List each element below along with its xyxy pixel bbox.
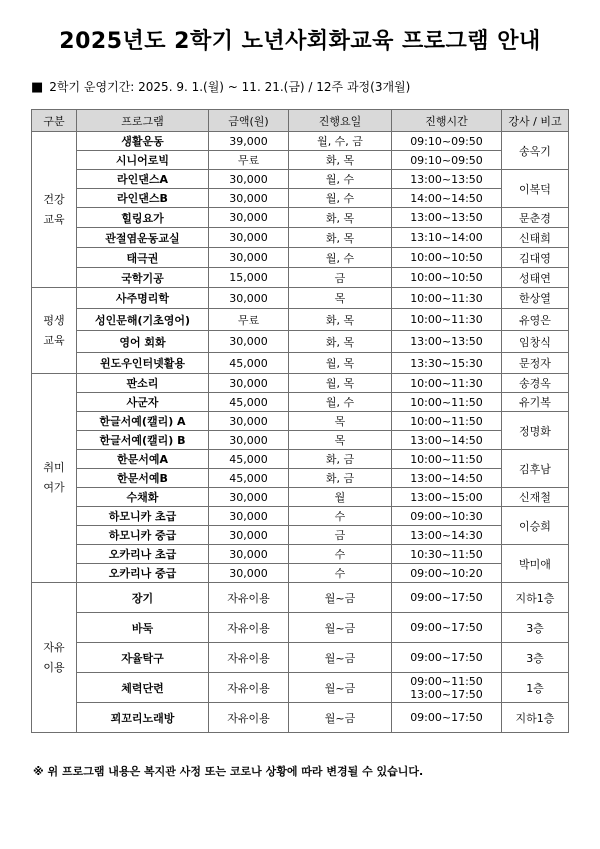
program-name-cell: 한문서예A (77, 450, 209, 469)
program-name-cell: 바둑 (77, 613, 209, 643)
days-cell: 화, 목 (289, 151, 392, 170)
time-cell: 13:00~14:50 (392, 431, 502, 450)
table-row (32, 488, 569, 507)
fee-cell: 30,000 (209, 228, 289, 248)
program-name-cell: 한글서예(캘리) A (77, 412, 209, 431)
fee-cell: 45,000 (209, 469, 289, 488)
time-cell: 13:00~13:50 (392, 331, 502, 353)
fee-cell: 무료 (209, 309, 289, 331)
fee-cell: 39,000 (209, 132, 289, 151)
time-cell: 09:00~17:50 (392, 703, 502, 733)
program-name-cell: 생활운동 (77, 132, 209, 151)
program-name-cell: 사주명리학 (77, 288, 209, 309)
days-cell: 월~금 (289, 673, 392, 703)
days-cell: 화, 목 (289, 331, 392, 353)
program-name-cell: 한문서예B (77, 469, 209, 488)
operating-period-text: 2학기 운영기간: 2025. 9. 1.(월) ~ 11. 21.(금) / 12주 과정(3개월) (49, 80, 411, 94)
header-instructor: 강사 / 비고 (502, 110, 569, 132)
time-cell: 13:00~15:00 (392, 488, 502, 507)
days-cell: 월~금 (289, 703, 392, 733)
program-name-cell: 윈도우인터넷활용 (77, 353, 209, 374)
days-cell: 수 (289, 545, 392, 564)
time-cell: 13:10~14:00 (392, 228, 502, 248)
table-row (32, 353, 569, 374)
instructor-cell: 김대영 (502, 248, 569, 268)
program-name-cell: 한글서예(캘리) B (77, 431, 209, 450)
header-days: 진행요일 (289, 110, 392, 132)
table-row (32, 151, 569, 170)
instructor-cell: 송옥기 (502, 132, 569, 170)
time-cell: 10:00~11:50 (392, 412, 502, 431)
instructor-cell: 지하1층 (502, 583, 569, 613)
days-cell: 화, 금 (289, 469, 392, 488)
program-name-cell: 하모니카 중급 (77, 526, 209, 545)
fee-cell: 30,000 (209, 248, 289, 268)
instructor-cell: 이복덕 (502, 170, 569, 208)
time-cell: 09:00~17:50 (392, 583, 502, 613)
header-program: 프로그램 (77, 110, 209, 132)
fee-cell: 30,000 (209, 431, 289, 450)
days-cell: 월, 수, 금 (289, 132, 392, 151)
fee-cell: 30,000 (209, 374, 289, 393)
table-row (32, 703, 569, 733)
days-cell: 월, 목 (289, 353, 392, 374)
table-row (32, 189, 569, 208)
program-name-cell: 오카리나 중급 (77, 564, 209, 583)
table-row (32, 132, 569, 151)
fee-cell: 30,000 (209, 507, 289, 526)
days-cell: 월, 수 (289, 189, 392, 208)
days-cell: 화, 목 (289, 228, 392, 248)
fee-cell: 자유이용 (209, 703, 289, 733)
instructor-cell: 문정자 (502, 353, 569, 374)
instructor-cell: 정명화 (502, 412, 569, 450)
program-name-cell: 힐링요가 (77, 208, 209, 228)
days-cell: 월, 수 (289, 248, 392, 268)
table-row (32, 268, 569, 288)
table-body (32, 132, 569, 733)
fee-cell: 30,000 (209, 288, 289, 309)
table-row (32, 248, 569, 268)
fee-cell: 무료 (209, 151, 289, 170)
days-cell: 화, 목 (289, 208, 392, 228)
time-cell: 10:00~11:30 (392, 309, 502, 331)
table-row (32, 564, 569, 583)
instructor-cell: 박미애 (502, 545, 569, 583)
program-name-cell: 장기 (77, 583, 209, 613)
square-bullet-icon: ■ (31, 80, 44, 95)
table-row (32, 507, 569, 526)
instructor-cell: 문춘경 (502, 208, 569, 228)
instructor-cell: 지하1층 (502, 703, 569, 733)
time-cell: 10:00~10:50 (392, 268, 502, 288)
program-name-cell: 영어 회화 (77, 331, 209, 353)
days-cell: 월, 수 (289, 170, 392, 189)
instructor-cell: 성태연 (502, 268, 569, 288)
program-name-cell: 태극권 (77, 248, 209, 268)
time-cell: 13:00~14:30 (392, 526, 502, 545)
fee-cell: 자유이용 (209, 643, 289, 673)
time-cell: 10:00~11:30 (392, 288, 502, 309)
time-cell: 10:00~11:50 (392, 393, 502, 412)
fee-cell: 45,000 (209, 393, 289, 412)
table-row (32, 469, 569, 488)
time-cell: 10:00~10:50 (392, 248, 502, 268)
fee-cell: 30,000 (209, 545, 289, 564)
program-name-cell: 하모니카 초급 (77, 507, 209, 526)
program-name-cell: 시니어로빅 (77, 151, 209, 170)
program-name-cell: 사군자 (77, 393, 209, 412)
time-cell: 09:10~09:50 (392, 132, 502, 151)
table-row (32, 643, 569, 673)
fee-cell: 자유이용 (209, 673, 289, 703)
time-cell: 09:10~09:50 (392, 151, 502, 170)
header-time: 진행시간 (392, 110, 502, 132)
program-name-cell: 라인댄스A (77, 170, 209, 189)
fee-cell: 30,000 (209, 488, 289, 507)
fee-cell: 30,000 (209, 564, 289, 583)
program-name-cell: 라인댄스B (77, 189, 209, 208)
program-name-cell: 오카리나 초급 (77, 545, 209, 564)
program-name-cell: 판소리 (77, 374, 209, 393)
program-name-cell: 국학기공 (77, 268, 209, 288)
days-cell: 목 (289, 412, 392, 431)
program-name-cell: 자율탁구 (77, 643, 209, 673)
instructor-cell: 김후남 (502, 450, 569, 488)
instructor-cell: 임창식 (502, 331, 569, 353)
instructor-cell: 한상열 (502, 288, 569, 309)
table-row (32, 170, 569, 189)
time-cell: 13:30~15:30 (392, 353, 502, 374)
page-title: 2025년도 2학기 노년사회화교육 프로그램 안내 (59, 29, 541, 54)
table-row (32, 228, 569, 248)
time-cell: 10:00~11:30 (392, 374, 502, 393)
instructor-cell: 이승희 (502, 507, 569, 545)
fee-cell: 30,000 (209, 208, 289, 228)
table-row (32, 374, 569, 393)
time-cell: 10:30~11:50 (392, 545, 502, 564)
fee-cell: 45,000 (209, 353, 289, 374)
header-fee: 금액(원) (209, 110, 289, 132)
time-cell: 09:00~17:50 (392, 613, 502, 643)
instructor-cell: 유기복 (502, 393, 569, 412)
days-cell: 월, 수 (289, 393, 392, 412)
table-row (32, 526, 569, 545)
table-row (32, 673, 569, 703)
category-cell: 평생 교육 (32, 288, 77, 374)
instructor-cell: 3층 (502, 613, 569, 643)
instructor-cell: 유영은 (502, 309, 569, 331)
table-row (32, 393, 569, 412)
table-header-row (32, 110, 569, 132)
days-cell: 금 (289, 268, 392, 288)
operating-period (31, 78, 410, 95)
table-row (32, 309, 569, 331)
time-cell: 13:00~13:50 (392, 170, 502, 189)
instructor-cell: 1층 (502, 673, 569, 703)
instructor-cell: 송경옥 (502, 374, 569, 393)
program-table-wrapper (31, 109, 568, 733)
program-name-cell: 성인문해(기초영어) (77, 309, 209, 331)
program-table (31, 109, 569, 733)
header-category: 구분 (32, 110, 77, 132)
days-cell: 수 (289, 564, 392, 583)
time-cell: 09:00~11:50 13:00~17:50 (392, 673, 502, 703)
time-cell: 09:00~17:50 (392, 643, 502, 673)
instructor-cell: 신태희 (502, 228, 569, 248)
days-cell: 월~금 (289, 613, 392, 643)
days-cell: 목 (289, 288, 392, 309)
program-name-cell: 관절염운동교실 (77, 228, 209, 248)
days-cell: 월~금 (289, 643, 392, 673)
table-row (32, 613, 569, 643)
footnote: ※ 위 프로그램 내용은 복지관 사정 또는 코로나 상황에 따라 변경될 수 있습니다. (33, 765, 424, 778)
days-cell: 월, 목 (289, 374, 392, 393)
days-cell: 화, 금 (289, 450, 392, 469)
instructor-cell: 신재철 (502, 488, 569, 507)
table-row (32, 583, 569, 613)
time-cell: 09:00~10:20 (392, 564, 502, 583)
time-cell: 09:00~10:30 (392, 507, 502, 526)
fee-cell: 30,000 (209, 412, 289, 431)
table-row (32, 545, 569, 564)
table-row (32, 331, 569, 353)
fee-cell: 45,000 (209, 450, 289, 469)
fee-cell: 30,000 (209, 331, 289, 353)
fee-cell: 자유이용 (209, 583, 289, 613)
days-cell: 목 (289, 431, 392, 450)
category-cell: 건강 교육 (32, 132, 77, 288)
time-cell: 13:00~14:50 (392, 469, 502, 488)
program-name-cell: 수채화 (77, 488, 209, 507)
days-cell: 화, 목 (289, 309, 392, 331)
fee-cell: 30,000 (209, 526, 289, 545)
table-row (32, 412, 569, 431)
category-cell: 자유 이용 (32, 583, 77, 733)
days-cell: 금 (289, 526, 392, 545)
table-row (32, 208, 569, 228)
program-name-cell: 체력단련 (77, 673, 209, 703)
days-cell: 월 (289, 488, 392, 507)
table-row (32, 288, 569, 309)
fee-cell: 자유이용 (209, 613, 289, 643)
program-name-cell: 꾀꼬리노래방 (77, 703, 209, 733)
days-cell: 월~금 (289, 583, 392, 613)
category-cell: 취미 여가 (32, 374, 77, 583)
table-row (32, 431, 569, 450)
fee-cell: 30,000 (209, 170, 289, 189)
days-cell: 수 (289, 507, 392, 526)
fee-cell: 30,000 (209, 189, 289, 208)
table-row (32, 450, 569, 469)
instructor-cell: 3층 (502, 643, 569, 673)
time-cell: 13:00~13:50 (392, 208, 502, 228)
time-cell: 14:00~14:50 (392, 189, 502, 208)
fee-cell: 15,000 (209, 268, 289, 288)
time-cell: 10:00~11:50 (392, 450, 502, 469)
